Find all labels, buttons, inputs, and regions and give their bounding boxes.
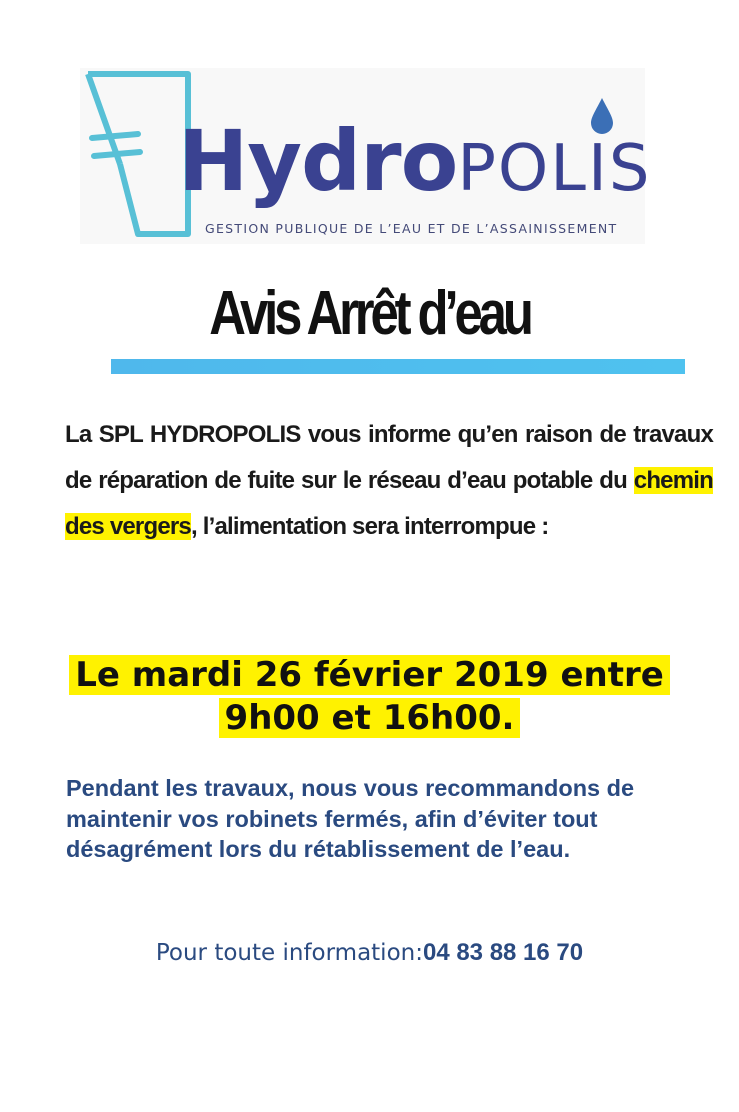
logo-hydro-text: Hydro (178, 112, 458, 210)
notice-intro (65, 412, 713, 550)
logo-wordmark (178, 112, 651, 212)
logo-polis-text: POLIS (457, 132, 652, 206)
advice-paragraph: Pendant les travaux, nous vous recommandons de maintenir vos robinets fermés, afin d’éviter tout désagrément lors du rétablissement de l’eau. (66, 775, 635, 862)
contact-phone: 04 83 88 16 70 (422, 939, 584, 966)
outage-date-line2: 9h00 et 16h00. (219, 698, 521, 738)
logo-tagline: GESTION PUBLIQUE DE L’EAU ET DE L’ASSAINISSEMENT (205, 221, 618, 236)
contact-line (0, 939, 739, 967)
title-underline (111, 359, 685, 374)
outage-date-line1: Le mardi 26 février 2019 entre (69, 655, 670, 695)
notice-title: Avis Arrêt d’eau (209, 279, 530, 348)
intro-text-end: , l’alimentation sera interrompue : (190, 513, 549, 540)
contact-label: Pour toute information: (155, 940, 423, 966)
outage-date (0, 654, 739, 740)
intro-text-start: La SPL HYDROPOLIS vous informe qu’en raison de travaux de réparation de fuite sur le réseau d’eau potable du (65, 421, 713, 494)
street-highlight: chemin des vergers (65, 467, 713, 540)
hydropolis-logo (80, 68, 652, 244)
